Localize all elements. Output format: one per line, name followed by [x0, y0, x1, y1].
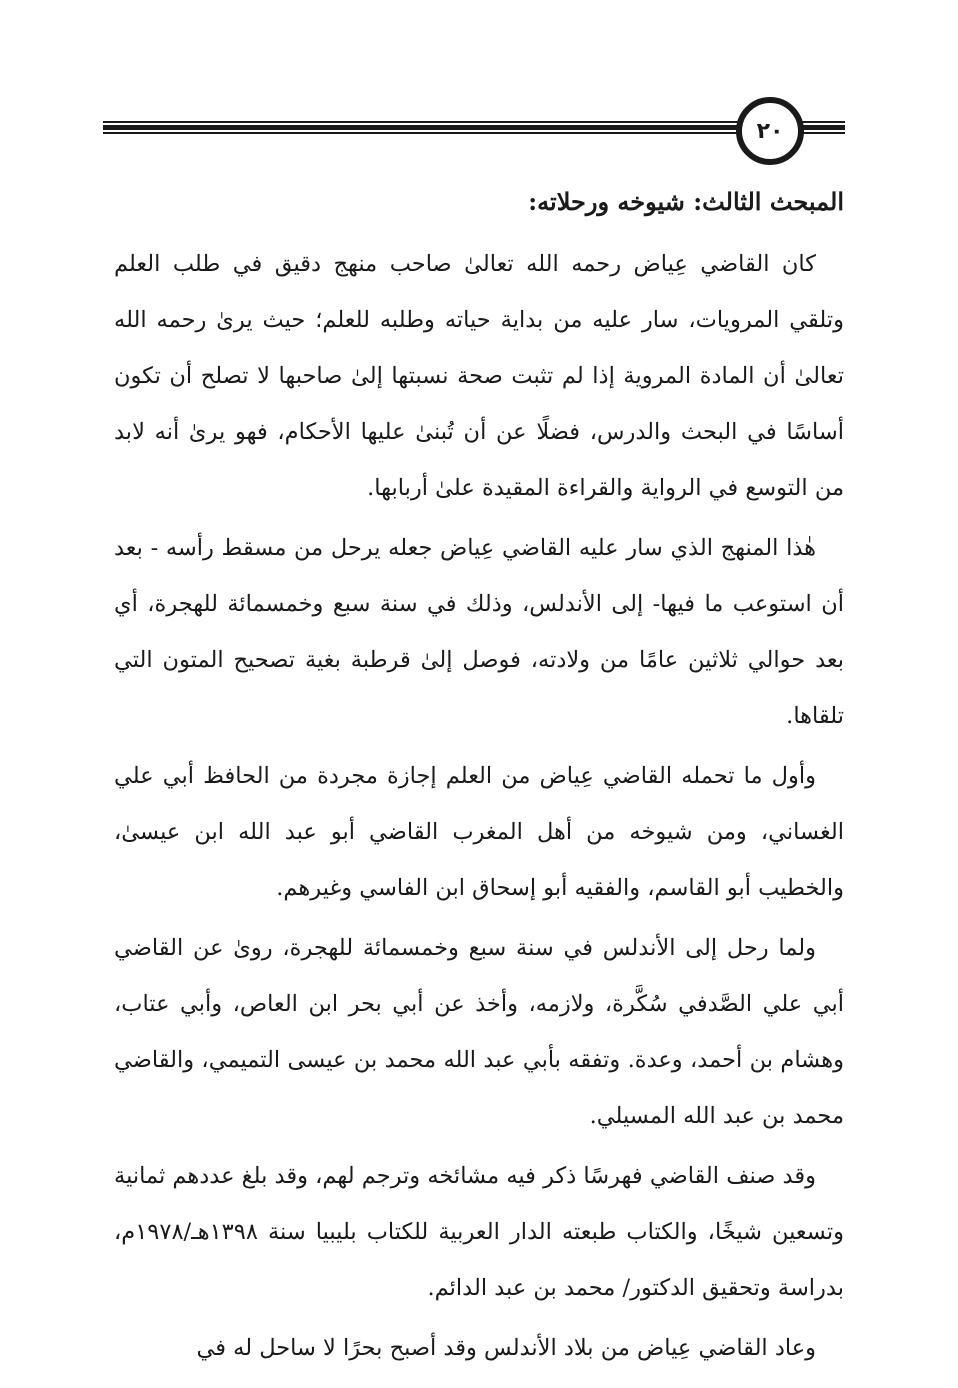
- header-rule: [103, 121, 845, 135]
- paragraph-2: هٰذا المنهج الذي سار عليه القاضي عِياض جعله يرحل من مسقط رأسه - بعد أن استوعب ما فيها- إلى الأندلس، وذلك في سنة سبع وخمسمائة للهجرة، أي بعد حوالي ثلاثين عامًا من ولادته، فوصل إلىٰ قرطبة بغية تصحيح المتون التي تلقاها.: [114, 535, 844, 729]
- paragraph-4: ولما رحل إلى الأندلس في سنة سبع وخمسمائة للهجرة، روىٰ عن القاضي أبي علي الصَّدفي سُكَّرة، ولازمه، وأخذ عن أبي بحر ابن العاص، وأبي عتاب، وهشام بن أحمد، وعدة. وتفقه بأبي عبد الله محمد بن عيسى التميمي، والقاضي محمد بن عبد الله المسيلي.: [114, 935, 844, 1129]
- paragraph-3: وأول ما تحمله القاضي عِياض من العلم إجازة مجردة من الحافظ أبي علي الغساني، ومن شيوخه من أهل المغرب القاضي أبو عبد الله ابن عيسىٰ، والخطيب أبو القاسم، والفقيه أبو إسحاق ابن الفاسي وغيرهم.: [114, 763, 844, 901]
- paragraph-1: كان القاضي عِياض رحمه الله تعالىٰ صاحب منهج دقيق في طلب العلم وتلقي المرويات، سار عليه من بداية حياته وطلبه للعلم؛ حيث يرىٰ رحمه الله تعالىٰ أن المادة المروية إذا لم تثبت صحة نسبتها إلىٰ صاحبها لا تصلح أن تكون أساسًا في البحث والدرس، فضلًا عن أن تُبنىٰ عليها الأحكام، فهو يرىٰ أنه لابد من التوسع في الرواية والقراءة المقيدة علىٰ أربابها.: [114, 251, 844, 501]
- header-rule-lines: [103, 121, 845, 135]
- paragraph-6: وعاد القاضي عِياض من بلاد الأندلس وقد أصبح بحرًا لا ساحل له في: [196, 1335, 816, 1361]
- paragraph-5: وقد صنف القاضي فهرسًا ذكر فيه مشائخه وترجم لهم، وقد بلغ عددهم ثمانية وتسعين شيخًا، والكتاب طبعته الدار العربية للكتاب بليبيا سنة ١٣٩٨هـ/١٩٧٨م، بدراسة وتحقيق الدكتور/ محمد بن عبد الدائم.: [114, 1163, 844, 1301]
- section-body: [114, 180, 844, 1380]
- page-number: ٢٠: [756, 118, 784, 144]
- section-heading: المبحث الثالث: شيوخه ورحلاته:: [528, 187, 844, 216]
